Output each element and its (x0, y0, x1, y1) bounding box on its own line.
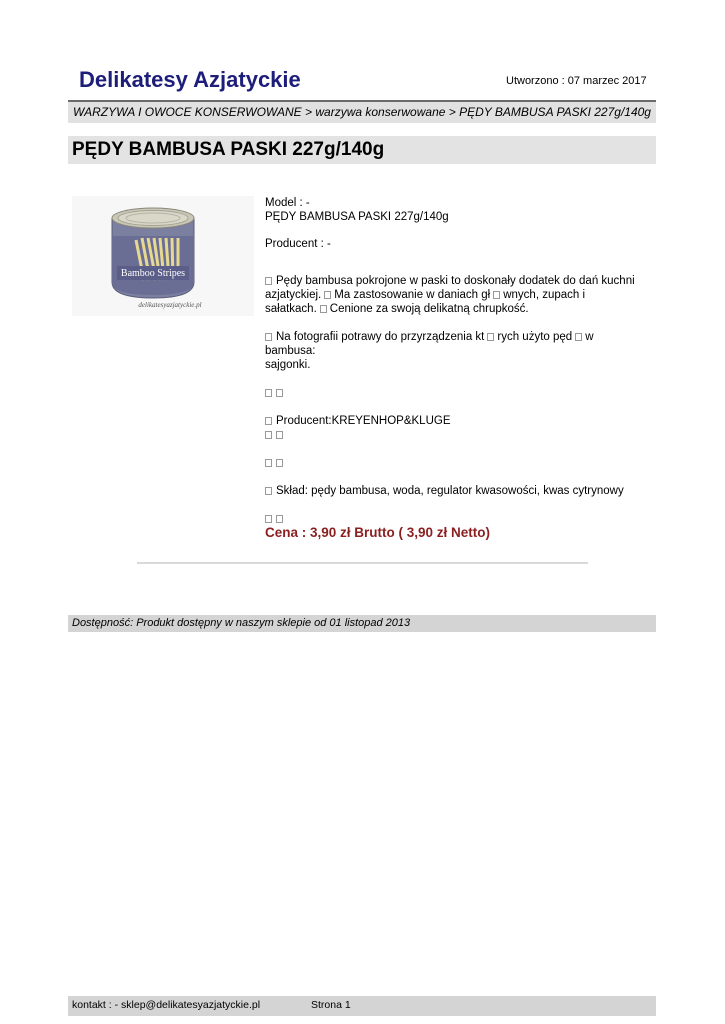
price: Cena : 3,90 zł Brutto ( 3,90 zł Netto) (265, 525, 491, 540)
divider (137, 562, 588, 564)
glyph-row (265, 512, 645, 526)
missing-glyph-icon (320, 305, 327, 313)
missing-glyph-icon (265, 515, 272, 523)
can-label: Bamboo Stripes (120, 268, 186, 279)
missing-glyph-icon (265, 417, 272, 425)
missing-glyph-icon (276, 431, 283, 439)
description-line: azjatyckiej. Ma zastosowanie w daniach gł wnych, zupach i (265, 289, 586, 301)
product-name: PĘDY BAMBUSA PASKI 227g/140g (265, 211, 449, 223)
missing-glyph-icon (276, 515, 283, 523)
description-line: sałatkach. Cenione za swoją delikatną chrupkość. (265, 303, 529, 315)
store-name: Delikatesy Azjatyckie (79, 67, 301, 92)
missing-glyph-icon (575, 333, 582, 341)
product-title: PĘDY BAMBUSA PASKI 227g/140g (72, 139, 385, 160)
missing-glyph-icon (487, 333, 494, 341)
breadcrumb[interactable]: WARZYWA I OWOCE KONSERWOWANE > warzywa konserwowane > PĘDY BAMBUSA PASKI 227g/140g (68, 100, 656, 123)
glyph-row (265, 386, 645, 400)
missing-glyph-icon (265, 333, 272, 341)
product-details (265, 196, 645, 540)
glyph-row (265, 456, 645, 470)
missing-glyph-icon (276, 459, 283, 467)
missing-glyph-icon (265, 459, 272, 467)
page-number: Strona 1 (311, 999, 351, 1011)
producer-full: Producent:KREYENHOP&KLUGE (265, 414, 645, 428)
producer: Producent : - (265, 238, 331, 250)
missing-glyph-icon (324, 291, 331, 299)
missing-glyph-icon (265, 431, 272, 439)
glyph-row (265, 428, 645, 442)
created-date: Utworzono : 07 marzec 2017 (506, 75, 647, 87)
missing-glyph-icon (276, 389, 283, 397)
description-line: Na fotografii potrawy do przyrządzenia kt rych użyto pęd w bambusa: (265, 331, 594, 357)
missing-glyph-icon (493, 291, 500, 299)
missing-glyph-icon (265, 389, 272, 397)
footer (68, 996, 656, 1016)
description-line: sajgonki. (265, 359, 311, 371)
missing-glyph-icon (265, 277, 272, 285)
missing-glyph-icon (265, 487, 272, 495)
footer-contact[interactable]: kontakt : - sklep@delikatesyazjatyckie.pl (72, 999, 261, 1011)
model: Model : - (265, 197, 310, 209)
product-image (72, 196, 254, 316)
product-title-bar (68, 136, 656, 164)
ingredients: Skład: pędy bambusa, woda, regulator kwasowości, kwas cytrynowy (265, 484, 645, 498)
image-watermark: delikatesyazjatyckie.pl (138, 301, 202, 309)
availability-bar: Dostępność: Produkt dostępny w naszym sklepie od 01 listopad 2013 (68, 615, 656, 632)
description-line: Pędy bambusa pokrojone w paski to doskonały dodatek do dań kuchni (265, 274, 645, 288)
